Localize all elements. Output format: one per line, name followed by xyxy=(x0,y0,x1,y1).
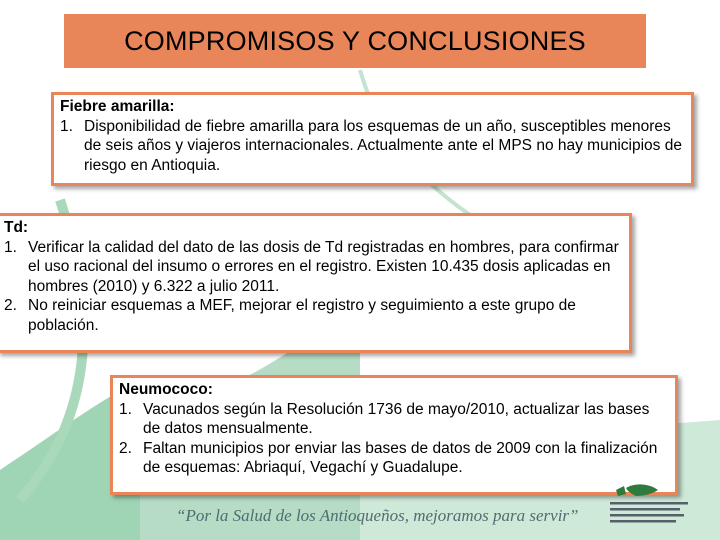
section-heading: Fiebre amarilla: xyxy=(60,98,175,115)
item-list xyxy=(119,400,669,478)
section-td xyxy=(0,213,632,353)
section-fiebre-amarilla xyxy=(51,92,694,186)
list-item: Faltan municipios por enviar las bases de datos de 2009 con la finalización de esquemas: Abriaquí, Vegachí y Guadalupe. xyxy=(143,439,658,476)
item-list xyxy=(60,117,685,176)
antioquia-logo-icon xyxy=(606,480,692,526)
list-item: Verificar la calidad del dato de las dosis de Td registradas en hombres, para confirmar el uso racional del insumo o errores en el registro. Existen 10.435 dosis aplicadas en hombres (2010) y 6.322 a julio 2011. xyxy=(28,238,619,295)
section-heading: Td: xyxy=(4,219,29,236)
page-title: COMPROMISOS Y CONCLUSIONES xyxy=(64,14,646,68)
section-heading: Neumococo: xyxy=(119,381,213,398)
list-item: Disponibilidad de fiebre amarilla para los esquemas de un año, susceptibles menores de seis años y viajeros internacionales. Actualmente ante el MPS no hay municipios de riesgo en Antioquia. xyxy=(84,117,682,174)
list-item: No reiniciar esquemas a MEF, mejorar el registro y seguimiento a este grupo de población. xyxy=(28,297,576,334)
item-list xyxy=(4,238,623,336)
list-item: Vacunados según la Resolución 1736 de mayo/2010, actualizar las bases de datos mensualmente. xyxy=(143,400,650,437)
government-logo xyxy=(606,480,692,526)
footer-motto: “Por la Salud de los Antioqueños, mejoramos para servir” xyxy=(176,506,579,525)
section-neumococo xyxy=(110,375,678,495)
